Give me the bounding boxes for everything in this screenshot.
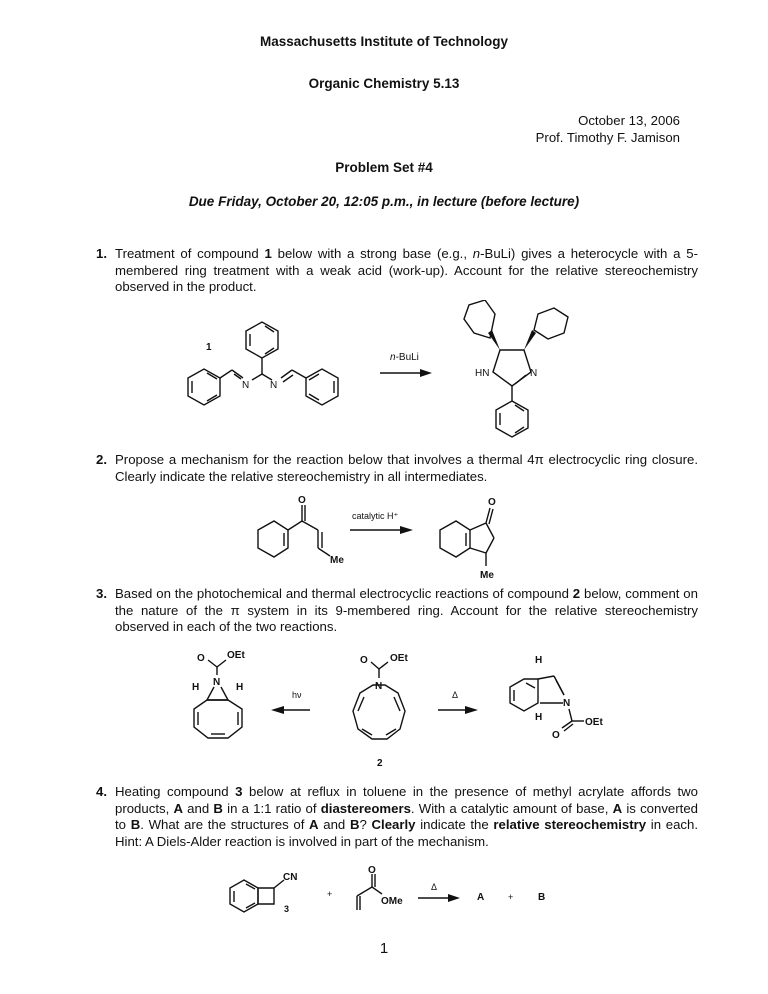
question-2 [96,452,698,485]
svg-text:+: + [508,892,514,902]
svg-text:n-BuLi: n-BuLi [390,352,419,363]
question-4 [96,784,698,850]
due-date: Due Friday, October 20, 12:05 p.m., in lecture (before lecture) [188,194,580,209]
svg-text:N: N [242,380,250,391]
svg-text:O: O [360,655,368,666]
phenyl-ring [496,401,528,437]
question-number: 4. [96,784,107,799]
svg-text:H: H [236,682,244,693]
svg-text:O: O [298,495,306,506]
question-1 [96,246,698,296]
phenyl-ring [534,308,568,339]
compound-label: 2 [377,758,383,769]
svg-text:B: B [538,892,546,903]
question-number: 3. [96,586,107,601]
course-title: Organic Chemistry 5.13 [308,76,460,91]
svg-text:Me: Me [480,570,494,581]
svg-text:OEt: OEt [227,650,245,661]
svg-text:CN: CN [283,872,298,883]
scheme-1 [170,300,600,450]
svg-text:N: N [563,698,571,709]
svg-text:H: H [535,712,543,723]
svg-text:Δ: Δ [431,882,438,892]
svg-text:O: O [552,730,560,741]
svg-text:OEt: OEt [585,717,603,728]
date: October 13, 2006 [578,113,680,128]
svg-text:N: N [270,380,278,391]
date-author-block [536,112,680,146]
phenyl-ring [188,369,220,405]
question-text: Propose a mechanism for the reaction below that involves a thermal 4π electrocyclic ring closure. Clearly indicate the relative stereochemistry in all intermediates. [115,452,698,484]
svg-text:O: O [488,497,496,508]
svg-text:Me: Me [330,555,344,566]
svg-text:H: H [192,682,200,693]
phenyl-ring [246,322,278,358]
svg-text:N: N [375,681,383,692]
scheme-2 [250,490,560,585]
phenyl-ring [306,369,338,405]
question-3 [96,586,698,636]
svg-text:N: N [213,677,221,688]
svg-text:A: A [477,892,485,903]
institution-name: Massachusetts Institute of Technology [259,34,509,49]
svg-text:O: O [197,653,205,664]
question-text: Based on the photochemical and thermal electrocyclic reactions of compound 2 below, comment on the nature of the π system in its 9-membered ring. Account for the relative stereochemistry observed in each of the two reactions. [115,586,698,634]
svg-text:OEt: OEt [390,653,408,664]
problem-set-title: Problem Set #4 [335,160,433,175]
svg-text:catalytic H⁺: catalytic H⁺ [352,511,399,521]
professor: Prof. Timothy F. Jamison [535,130,680,145]
svg-text:HN: HN [475,368,490,379]
svg-text:Δ: Δ [452,690,459,700]
page-number: 1 [379,940,389,957]
svg-text:hν: hν [292,690,302,700]
compound-label: 1 [206,342,212,353]
question-number: 1. [96,246,107,261]
svg-text:OMe: OMe [381,896,403,907]
compound-label: 3 [284,904,290,914]
question-number: 2. [96,452,107,467]
svg-text:+: + [327,889,333,899]
scheme-4 [220,860,600,940]
svg-text:O: O [368,865,376,876]
svg-text:H: H [535,655,543,666]
question-text: Treatment of compound 1 below with a strong base (e.g., n-BuLi) gives a heterocycle with a 5-membered ring treatment with a weak acid (work-up). Account for the relative stereochemistry observed in the product. [115,246,698,294]
svg-text:N: N [530,368,538,379]
question-text: Heating compound 3 below at reflux in toluene in the presence of methyl acrylate affords two products, A and B in a 1:1 ratio of diastereomers. With a catalytic amount of base, A is converted to B. What are the structures of A and B? Clearly indicate the relative stereochemistry in each. Hint: A Diels-Alder reaction is involved in part of the mechanism. [115,784,699,849]
